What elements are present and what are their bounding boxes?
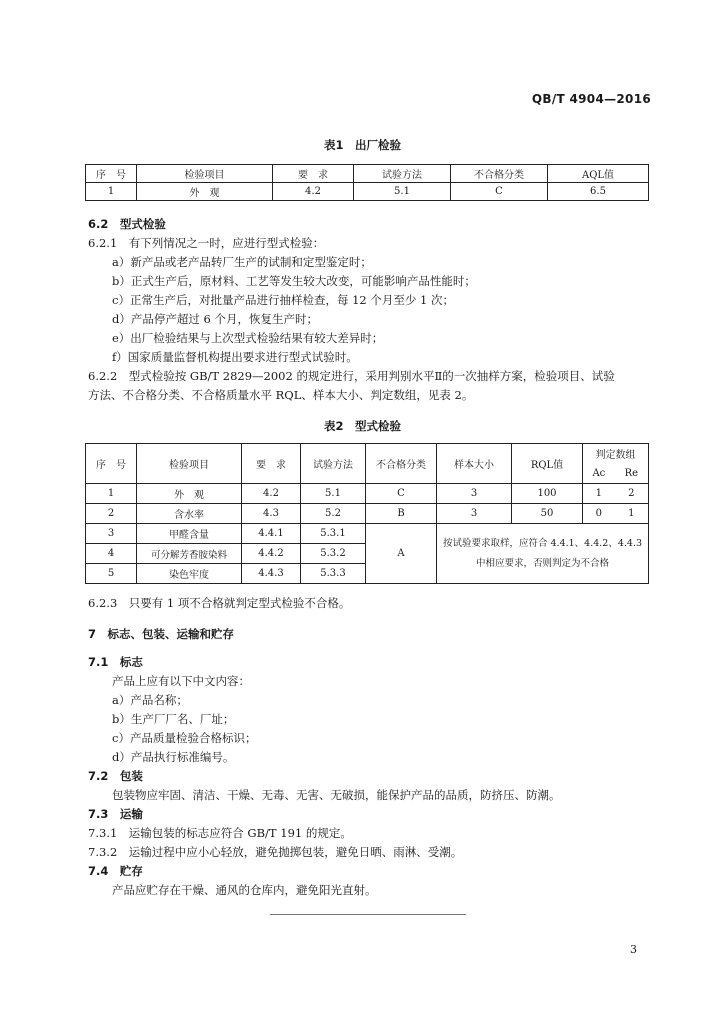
- table-row: [86, 504, 649, 524]
- section-7-1-title: 7.1 标志: [88, 655, 143, 669]
- table2-subheader-ac: Ac: [583, 464, 615, 484]
- table2-header-cell: 序 号: [86, 444, 137, 484]
- section-6-2-title: 6.2 型式检验: [88, 217, 166, 231]
- table2-cell: 4.2: [242, 484, 301, 504]
- table2-cell: 3: [437, 484, 512, 504]
- table2-merged-note-line2: 中相应要求，否则判定为不合格: [475, 557, 609, 569]
- table2-cell: 5.2: [301, 504, 366, 524]
- table2-cell: 3: [86, 524, 137, 544]
- page-number: 3: [630, 943, 637, 956]
- table1-header-cell: AQL值: [548, 165, 649, 183]
- para-6-2-1: 6.2.1 有下列情况之一时，应进行型式检验：: [88, 236, 325, 250]
- table2-header-cell: RQL值: [512, 444, 583, 484]
- list-item: b）正式生产后，原材料、工艺等发生较大改变，可能影响产品性能时；: [112, 274, 476, 288]
- table2-cell: 1: [615, 504, 649, 524]
- table2-cell: 3: [437, 504, 512, 524]
- table1-cell: 外 观: [137, 183, 273, 201]
- table2-cell: 1: [583, 484, 615, 504]
- table2-cell: 5.3.2: [301, 544, 366, 564]
- table2-cell: C: [366, 484, 437, 504]
- table-row: [86, 183, 649, 201]
- table2-cell: 2: [615, 484, 649, 504]
- table2-cell: 100: [512, 484, 583, 504]
- table2-header-row: [86, 444, 649, 464]
- table2-cell: 甲醛含量: [137, 524, 242, 544]
- table1-header-cell: 序 号: [86, 165, 137, 183]
- table2-cell: 5.1: [301, 484, 366, 504]
- table2-header-cell: 样本大小: [437, 444, 512, 484]
- table2-cell: 4.4.1: [242, 524, 301, 544]
- table2-caption: 表2 型式检验: [323, 419, 401, 433]
- para-6-2-2: 6.2.2 型式检验按 GB/T 2829—2002 的规定进行，采用判别水平Ⅱ的一次抽样方案，检验项目、试验: [88, 369, 615, 383]
- list-item: d）产品停产超过 6 个月，恢复生产时；: [112, 312, 318, 326]
- table2-cell: 4.4.3: [242, 564, 301, 584]
- table1-cell: 4.2: [273, 183, 354, 201]
- table2-cell: 外 观: [137, 484, 242, 504]
- list-item: a）产品名称；: [112, 693, 188, 707]
- table2-cell: 5.3.3: [301, 564, 366, 584]
- table2-cell: 50: [512, 504, 583, 524]
- para-7-4: 产品应贮存在干燥、通风的仓库内，避免阳光直射。: [112, 883, 377, 897]
- table1-cell: 5.1: [354, 183, 451, 201]
- table2-cell: 0: [583, 504, 615, 524]
- table2-cell: 4.3: [242, 504, 301, 524]
- table1-cell: C: [451, 183, 548, 201]
- table1-header-row: [86, 165, 649, 183]
- table2-header-cell: 不合格分类: [366, 444, 437, 484]
- para-7-2: 包装物应牢固、清洁、干燥、无毒、无害、无破损，能保护产品的品质，防挤压、防潮。: [112, 788, 561, 802]
- section-7-4-title: 7.4 贮存: [88, 864, 143, 878]
- table1-caption: 表1 出厂检验: [323, 138, 401, 152]
- table1-header-cell: 试验方法: [354, 165, 451, 183]
- table2-header-cell: 检验项目: [137, 444, 242, 484]
- table2-cell: 4: [86, 544, 137, 564]
- table2-cell: 2: [86, 504, 137, 524]
- section-7-title: 7 标志、包装、运输和贮存: [88, 627, 235, 641]
- table2-cell: 4.4.2: [242, 544, 301, 564]
- table-row: [86, 524, 649, 544]
- table1-header-cell: 不合格分类: [451, 165, 548, 183]
- table1-cell: 1: [86, 183, 137, 201]
- table2-cell: 可分解芳香胺染料: [137, 544, 242, 564]
- table2-merged-class: A: [366, 524, 437, 584]
- table2-cell: B: [366, 504, 437, 524]
- para-6-2-3: 6.2.3 只要有 1 项不合格就判定型式检验不合格。: [88, 596, 351, 610]
- table2-merged-note: [437, 524, 649, 584]
- table2-cell: 5.3.1: [301, 524, 366, 544]
- list-item: e）出厂检验结果与上次型式检验结果有较大差异时；: [112, 331, 384, 345]
- table2-cell: 染色牢度: [137, 564, 242, 584]
- list-item: f）国家质量监督机构提出要求进行型式试验时。: [112, 350, 358, 364]
- standard-code: QB/T 4904—2016: [531, 92, 651, 106]
- para-7-3-1: 7.3.1 运输包装的标志应符合 GB/T 191 的规定。: [88, 826, 352, 840]
- section-7-3-title: 7.3 运输: [88, 807, 143, 821]
- table-row: [86, 484, 649, 504]
- table2-header-cell: 试验方法: [301, 444, 366, 484]
- table2: [85, 443, 649, 584]
- list-item: a）新产品或老产品转厂生产的试制和定型鉴定时；: [112, 255, 372, 269]
- end-rule: [270, 914, 466, 915]
- list-item: b）生产厂厂名、厂址；: [112, 712, 235, 726]
- para-6-2-2-cont: 方法、不合格分类、不合格质量水平 RQL、样本大小、判定数组，见表 2。: [88, 388, 474, 402]
- list-item: d）产品执行标准编号。: [112, 750, 235, 764]
- table1-header-cell: 要 求: [273, 165, 354, 183]
- table2-cell: 含水率: [137, 504, 242, 524]
- table2-cell: 5: [86, 564, 137, 584]
- table2-header-cell: 要 求: [242, 444, 301, 484]
- section-7-2-title: 7.2 包装: [88, 769, 143, 783]
- table1-header-cell: 检验项目: [137, 165, 273, 183]
- list-item: c）产品质量检验合格标识；: [112, 731, 257, 745]
- table2-merged-note-line1: 按试验要求取样，应符合 4.4.1、4.4.2、4.4.3: [442, 537, 643, 549]
- table2-subheader-re: Re: [615, 464, 649, 484]
- para-7-1-intro: 产品上应有以下中文内容：: [112, 674, 250, 688]
- table2-header-cell: 判定数组: [583, 444, 649, 464]
- table1-cell: 6.5: [548, 183, 649, 201]
- para-7-3-2: 7.3.2 运输过程中应小心轻放，避免抛掷包装，避免日晒、雨淋、受潮。: [88, 845, 463, 859]
- table2-cell: 1: [86, 484, 137, 504]
- list-item: c）正常生产后，对批量产品进行抽样检查，每 12 个月至少 1 次；: [112, 293, 455, 307]
- table1: [85, 164, 649, 201]
